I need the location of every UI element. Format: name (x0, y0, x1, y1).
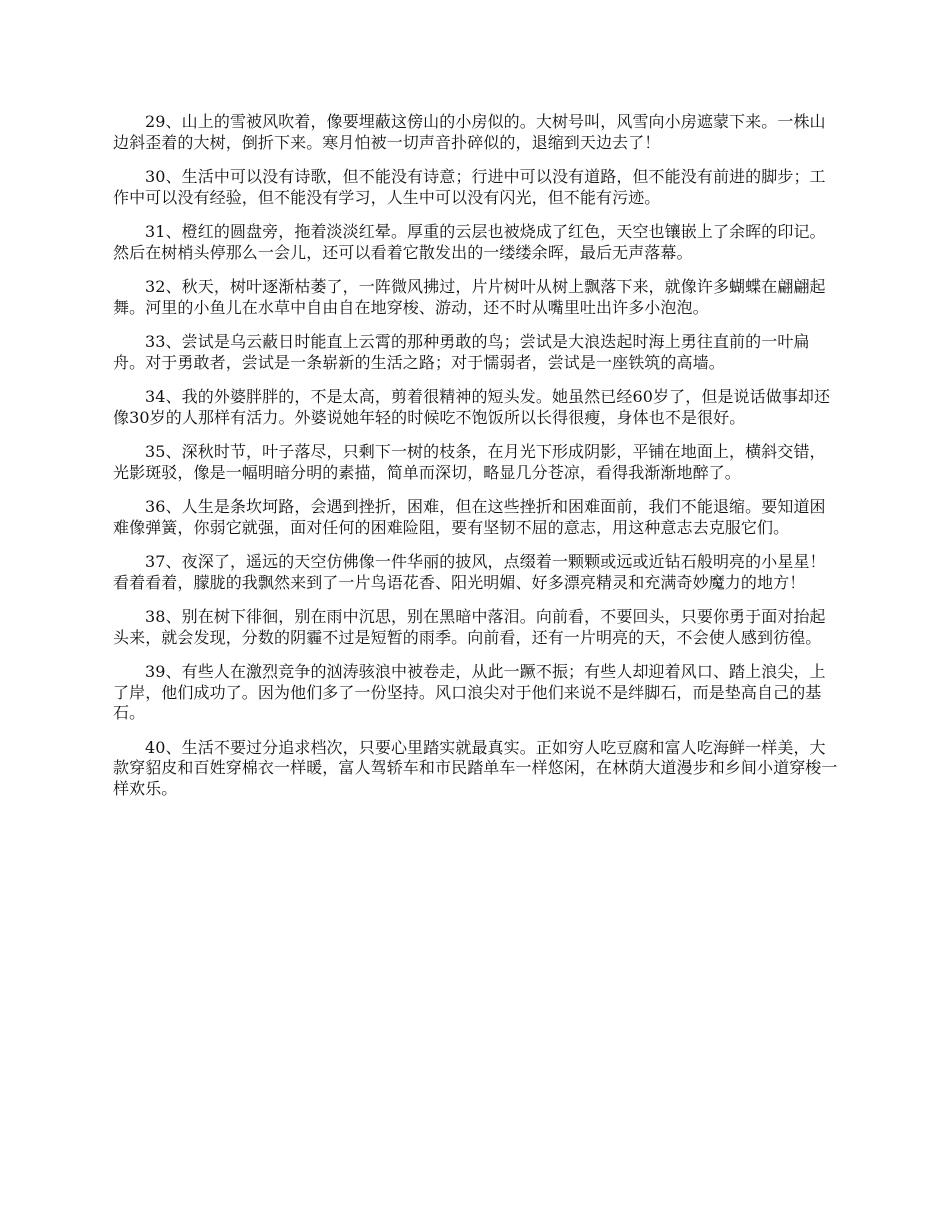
paragraph-37: 37、夜深了，遥远的天空仿佛像一件华丽的披风，点缀着一颗颗或远或近钻石般明亮的小星星！看着看着，朦胧的我飘然来到了一片鸟语花香、阳光明媚、好多漂亮精灵和充满奇妙魔力的地方！ (113, 552, 826, 592)
paragraph-34: 34、我的外婆胖胖的，不是太高，剪着很精神的短头发。她虽然已经60岁了，但是说话做事却还像30岁的人那样有活力。外婆说她年轻的时候吃不饱饭所以长得很瘦，身体也不是很好。 (113, 387, 831, 427)
document-page (113, 112, 839, 813)
paragraph-36: 36、人生是条坎坷路，会遇到挫折，困难，但在这些挫折和困难面前，我们不能退缩。要知道困难像弹簧，你弱它就强，面对任何的困难险阻，要有坚韧不屈的意志，用这种意志去克服它们。 (113, 497, 826, 537)
paragraph-40: 40、生活不要过分追求档次，只要心里踏实就最真实。正如穷人吃豆腐和富人吃海鲜一样美，大款穿貂皮和百姓穿棉衣一样暖，富人驾轿车和市民踏单车一样悠闲，在林荫大道漫步和乡间小道穿梭一样欢乐。 (113, 737, 838, 798)
paragraph-30: 30、生活中可以没有诗歌，但不能没有诗意；行进中可以没有道路，但不能没有前进的脚步；工作中可以没有经验，但不能没有学习，人生中可以没有闪光，但不能有污迹。 (113, 167, 826, 207)
paragraph-29: 29、山上的雪被风吹着，像要埋蔽这傍山的小房似的。大树号叫，风雪向小房遮蒙下来。一株山边斜歪着的大树，倒折下来。寒月怕被一切声音扑碎似的，退缩到天边去了！ (113, 112, 826, 152)
paragraph-31: 31、橙红的圆盘旁，拖着淡淡红晕。厚重的云层也被烧成了红色，天空也镶嵌上了余晖的印记。然后在树梢头停那么一会儿，还可以看着它散发出的一缕缕余晖，最后无声落幕。 (113, 222, 826, 262)
paragraph-33: 33、尝试是乌云蔽日时能直上云霄的那种勇敢的鸟；尝试是大浪迭起时海上勇往直前的一叶扁舟。对于勇敢者，尝试是一条崭新的生活之路；对于懦弱者，尝试是一座铁筑的高墙。 (113, 332, 810, 372)
paragraph-39: 39、有些人在激烈竞争的汹涛骇浪中被卷走，从此一蹶不振；有些人却迎着风口、踏上浪尖，上了岸，他们成功了。因为他们多了一份坚持。风口浪尖对于他们来说不是绊脚石，而是垫高自己的基石。 (113, 662, 826, 722)
paragraph-35: 35、深秋时节，叶子落尽，只剩下一树的枝条，在月光下形成阴影，平铺在地面上，横斜交错，光影斑驳，像是一幅明暗分明的素描，简单而深切，略显几分苍凉，看得我渐渐地醉了。 (113, 442, 826, 482)
paragraph-38: 38、别在树下徘徊，别在雨中沉思，别在黑暗中落泪。向前看，不要回头，只要你勇于面对抬起头来，就会发现，分数的阴霾不过是短暂的雨季。向前看，还有一片明亮的天，不会使人感到彷徨。 (113, 607, 826, 647)
paragraph-32: 32、秋天，树叶逐渐枯萎了，一阵微风拂过，片片树叶从树上飘落下来，就像许多蝴蝶在翩翩起舞。河里的小鱼儿在水草中自由自在地穿梭、游动，还不时从嘴里吐出许多小泡泡。 (113, 277, 826, 317)
